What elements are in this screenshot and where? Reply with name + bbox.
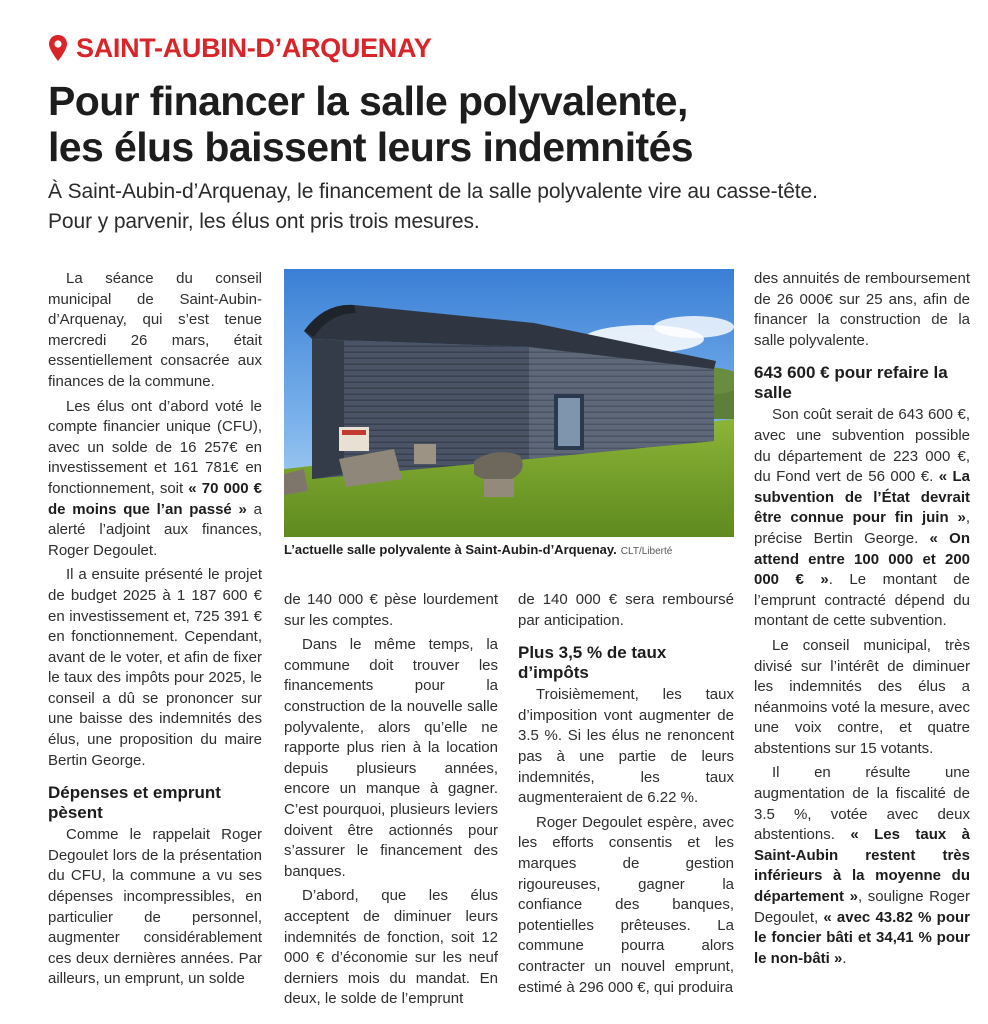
paragraph: D’abord, que les élus acceptent de diminuer leurs indemnités de fonction, soit 12 000 € d’économie sur les neuf derniers mois du mandat. En deux, le solde de l’emprunt: [284, 887, 498, 1008]
subheading: Dépenses et emprunt pèsent: [48, 783, 221, 823]
paragraph: Troisièmement, les taux d’imposition vont augmenter de 3.5 %. Si les élus ne renoncent pas à une partie de leurs indemnités, les taux augmenteraient de 6.22 %.: [518, 686, 734, 807]
article-column-4: [754, 269, 970, 973]
title-line-2: les élus baissent leurs indemnités: [48, 124, 693, 170]
standfirst: [48, 177, 978, 237]
quote: « Les taux à Saint-Aubin restent très inférieurs à la moyenne du département »: [754, 826, 970, 906]
photo-caption: [284, 541, 744, 561]
page-title: [48, 78, 978, 170]
paragraph: des annuités de remboursement de 26 000€ sur 25 ans, afin de financer la construction de la salle polyvalente.: [754, 270, 970, 349]
standfirst-line-2: Pour y parvenir, les élus ont pris trois mesures.: [48, 210, 480, 233]
paragraph: Comme le rappelait Roger Degoulet lors de la présentation du CFU, la commune a vu ses dépenses incompressibles, en particulier de personnel, augmenter considérablement ces deux dernières années. Par ailleurs, un emprunt, un solde: [48, 826, 262, 988]
subheading: 643 600 € pour refaire la salle: [754, 363, 948, 403]
paragraph: La séance du conseil municipal de Saint-Aubin-d’Arquenay, qui s’est tenue mercredi 26 mars, était essentiellement consacrée aux finances de la commune.: [48, 270, 262, 390]
article-column-3: [518, 590, 734, 1002]
paragraph: Roger Degoulet espère, avec les efforts consentis et les marques de gestion rigoureuses, gagner la confiance des banques, potentielles prêteuses. La commune pourra alors contracter un nouvel emprunt, estimé à 296 000 €, qui produira: [518, 813, 734, 996]
text-run: , précise Bertin George.: [754, 509, 970, 547]
article-photo: [284, 269, 734, 537]
paragraph: [48, 397, 262, 562]
caption-text: L’actuelle salle polyvalente à Saint-Aubin-d’Arquenay.: [284, 542, 617, 557]
paragraph: Le conseil municipal, très divisé sur l’intérêt de diminuer les indemnités des élus a néanmoins voté la mesure, avec une voix contre, et quatre abstentions sur 15 votants.: [754, 636, 970, 757]
text-run: . Le montant de l’emprunt contracté dépend du montant de cette subvention.: [754, 571, 970, 630]
kicker: [48, 30, 431, 66]
standfirst-line-1: À Saint-Aubin-d’Arquenay, le financement de la salle polyvalente vire au casse-tête.: [48, 180, 818, 203]
paragraph: [754, 405, 970, 632]
paragraph: Il a ensuite présenté le projet de budget 2025 à 1 187 600 € en investissement et, 725 391 € en fonctionnement. Cependant, avant de le voter, et afin de fixer le taux des impôts pour 2025, le conseil a dû se prononcer sur une baisse des indemnités des élus, une proposition du maire Bertin George.: [48, 566, 262, 769]
paragraph: Dans le même temps, la commune doit trouver les financements pour la construction de la nouvelle salle polyvalente, alors qu’elle ne rapporte plus rien à la location depuis plusieurs années, encore un manque à gagner. C’est pourquoi, plusieurs leviers doivent être actionnés pour s’assurer le financement des banques.: [284, 636, 498, 880]
text-run: , souligne Roger Degoulet,: [754, 888, 970, 926]
subheading: Plus 3,5 % de taux d’impôts: [518, 643, 667, 683]
paragraph: de 140 000 € sera remboursé par anticipation.: [518, 591, 734, 629]
quote: « avec 43.82 % pour le foncier bâti et 34,41 % pour le non-bâti »: [754, 908, 970, 967]
quote: « La subvention de l’État devrait être connue pour fin juin »: [754, 468, 971, 527]
article-column-1: [48, 269, 262, 994]
quote: « 70 000 € de moins que l’an passé »: [48, 479, 262, 518]
location-pin-icon: [48, 34, 68, 62]
text-run: .: [842, 949, 847, 967]
text-run: Les élus ont d’abord voté le compte financier unique (CFU), avec un solde de 16 257€ en investissement et 161 781€ en fonctionnement, soit: [48, 397, 262, 497]
paragraph: de 140 000 € pèse lourdement sur les comptes.: [284, 591, 498, 629]
quote: « On attend entre 100 000 et 200 000 € »: [754, 529, 970, 589]
article-column-2: [284, 590, 498, 1014]
title-line-1: Pour financer la salle polyvalente,: [48, 78, 688, 124]
text-run: a alerté l’adjoint aux finances, Roger Degoulet.: [48, 500, 262, 559]
paragraph: [754, 763, 970, 969]
photo-credit: CLT/Liberté: [620, 546, 673, 557]
text-run: Son coût serait de 643 600 €, avec une subvention possible du département de 223 000 €, du Fond vert de 56 000 €.: [754, 406, 970, 486]
building-photo-icon: [284, 269, 734, 537]
text-run: Il en résulte une augmentation de la fiscalité de 3.5 %, votée avec deux abstentions.: [754, 764, 970, 844]
kicker-label: SAINT-AUBIN-D’ARQUENAY: [76, 32, 432, 63]
